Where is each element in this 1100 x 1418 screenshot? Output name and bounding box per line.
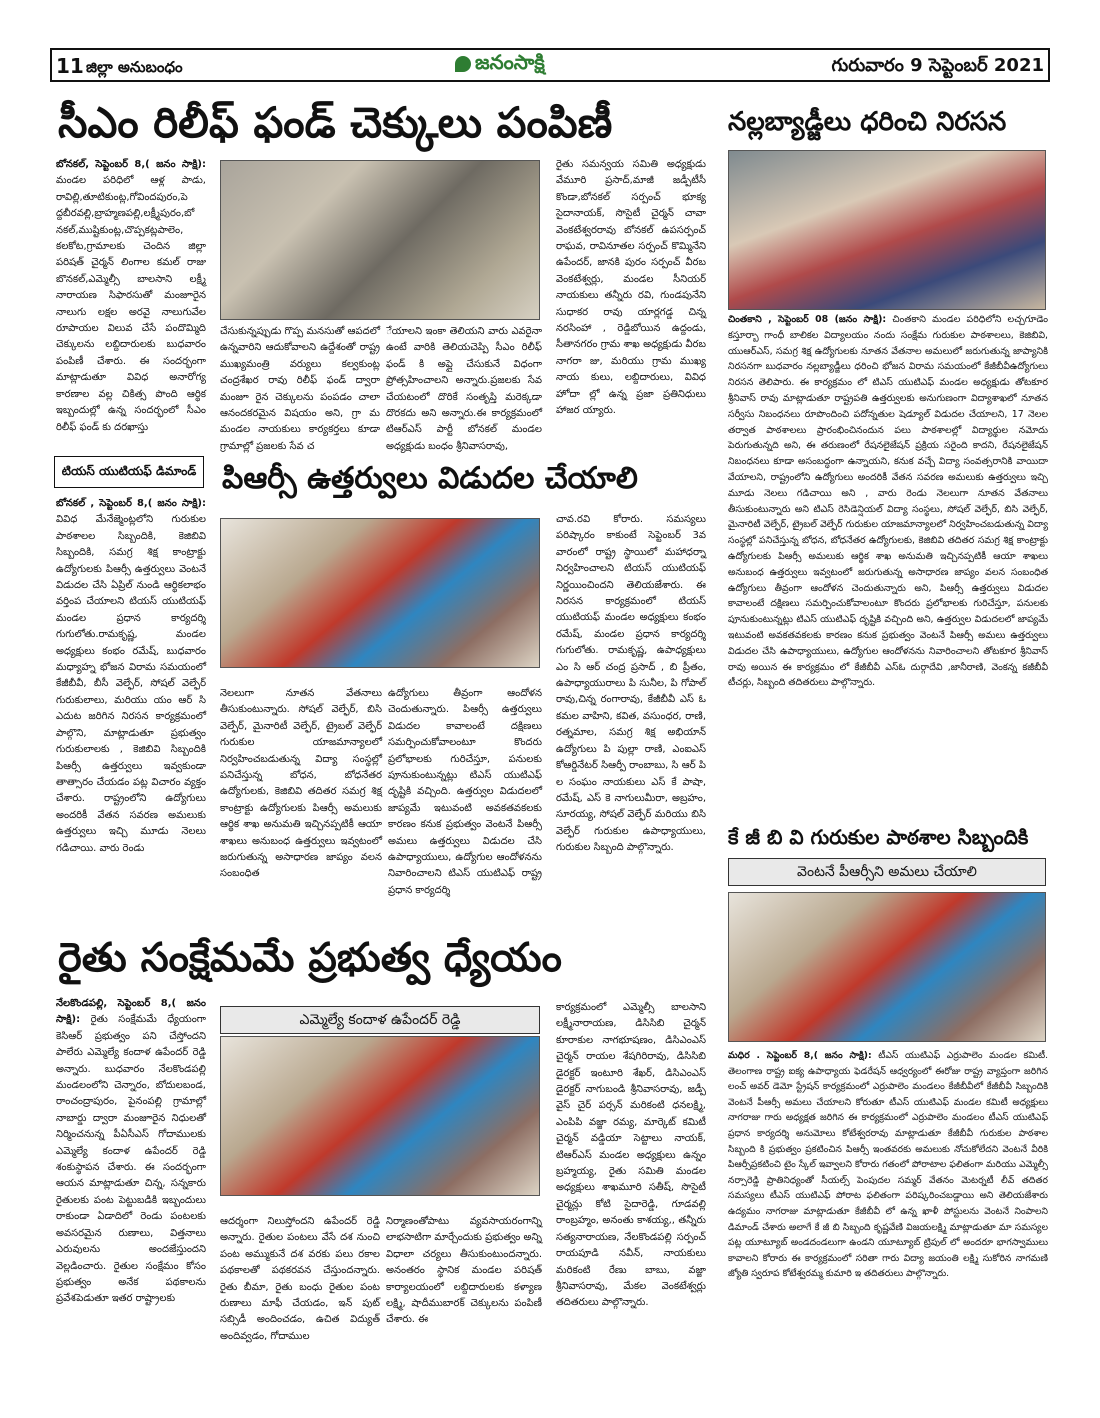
cm-relief-col-4: రైతు సమన్వయ సమితి అధ్యక్షుడు వేమూరి ప్రసాద్,మాజీ జడ్పీటీసీ కొండా,బోనకల్ సర్పంచ్ భూక్య సైదానాయక్, సొసైటీ చైర్మన్ చావా వెంకటేశ్వరరావు బోనకల్ ఉపసర్పంచ్ రాఘవ, రావినూతల సర్పంచ్ కొమ్మినేని ఉపేందర్, జానకి పురం సర్పంచ్ వీరబ వెంకటేశ్వర్లు, మండల సీనియర్ నాయకులు తన్నీరు రవి, గుండపునేని సుధాకర రావు యార్లగడ్డ చిన్న నరసింహా , రెడ్డిబోయిన ఉద్దండు, సీతానగరం గ్రామ శాఖ అధ్యక్షుడు వీరబ నాగరా జు, మరియు గ్రామ ముఖ్య నాయ కులు, లబ్దిదారులు, వివిధ హోదా ల్లో ఉన్న ప్రజా ప్రతినిధులు హాజర య్యారు.: [556, 159, 706, 417]
dateline: మధిర . సెప్టెంబర్ 8,( జనం సాక్షి):: [728, 1050, 872, 1061]
farmer-col-2: ఆదర్శంగా నిలుస్తోందని ఉపేందర్ రెడ్డి అన్నారు. రైతుల పంటలు వేసే దశ నుంచి పంట అమ్ముకునే దశ వరకు పలు రకాల పథకాలతో పథకరవన చేస్తుందన్నారు. రైతు బీమా, రైతు బంధు రైతుల పంట రుణాలు మాఫీ చేయడం, ఇన్ పుట్ సబ్సిడీ అందించడం, ఉచిత విద్యుత్ అందివ్వడం, గోదాముల: [220, 1216, 380, 1342]
issue-date: గురువారం 9 సెప్టెంబర్ 2021: [831, 55, 1044, 76]
article-text: మండల పరిధిలో ఆళ్ల పాడు, రావిల్లి,తూటికుంట్ల,గోవిందపురం,పె ద్దబీరవల్లి,బ్రాహ్మణపల్లి,లక్ష్మీపురం,బో నకల్,ముష్టికుంట్ల,చొప్పకట్లపాలెం, కలకోట,గ్రామాలకు చెందిన జిల్లా పరిషత్ చైర్మన్ లింగాల కమల్ రాజు బొనకల్,ఎమ్మెల్సీ బాలసాని లక్ష్మీ నారాయణ సిఫారసుతో మంజూరైన నాలుగు లక్షల అరవై నాలుగువేల రూపాయల విలువ చేసే పందొమ్మిది చెక్కులను లబ్దిదారులకు బుధవారం పంపిణీ చేశారు. ఈ సందర్భంగా మాట్లాడుతూ వివిధ అనారోగ్య కారణాల వల్ల చికిత్స పొంది ఆర్థిక ఇబ్బందుల్లో ఉన్న సందర్భంలో సీఎం రిలీఫ్ ఫండ్ కు దరఖాస్తు: [56, 175, 206, 433]
page-number: 11: [56, 54, 84, 78]
cm-relief-col-3: ేయాలని ఇంకా తెలియని వారు ఎవరైనా ఉంటే వారికి తెలియచెప్పి సీఎం రిలీఫ్ ఫండ్ కి అప్లై చేసుకునే విధంగా ప్రోత్సహించాలని అన్నారు.ప్రజలకు సేవ చేయటంలో దొరికే సంతృప్తి మరెక్కడా దొరకదు అని అన్నారు.ఈ కార్యక్రమంలో టిఆర్ఎస్ పార్టీ బోనకల్ మండల అధ్యక్షుడు బంధం శ్రీనివాసరావు,: [386, 326, 542, 452]
dateline: చింతకాని , సెప్టెంబర్ 08 (జనం సాక్షి):: [728, 314, 887, 325]
dateline: బోనకల్, సెప్టెంబర్ 8,( జనం సాక్షి):: [56, 159, 206, 170]
kgbv-subhead: వెంటనే పీఆర్సీని అమలు చేయాలి: [728, 858, 1046, 886]
article-text: వివిధ మేనేజ్మెంట్లలోని గురుకుల పాఠశాలల సిబ్బందికి, కెజిబివి సిబ్బందికి, సమగ్ర శిక్ష కాంట్రాక్టు ఉద్యోగులకు పిఆర్సీ ఉత్తర్వులు వెంటనే విడుదల చేసి ఏప్రిల్ నుండి ఆర్థికలాభం వర్తింప చేయాలని టియస్ యుటియఫ్ మండల ప్రధాన కార్యదర్శి గుగులోతు.రామకృష్ణ, మండల అధ్యక్షులు కంభం రమేష్, బుధవారం మధ్యాహ్న భోజన విరామ సమయంలో కేజీబీవీ, బీసీ వెల్ఫేర్, సోషల్ వెల్ఫేర్ గురుకులాలు, మరియు యం ఆర్ సి ఎదుట జరిగిన నిరసన కార్యక్రమంలో పాల్గొని, మాట్లాడుతూ ప్రభుత్వం గురుకులాలకు , కెజిబివి సిబ్బందికి పిఆర్సీ ఉత్తర్వులు ఇవ్వకుండా తాత్సారం చేయడం పట్ల విచారం వ్యక్తం చేశారు. రాష్ట్రంలోని ఉద్యోగులు అందరికీ వేతన సవరణ అమలుకు ఉత్తర్వులు ఇచ్చి మూడు నెలలు గడిచాయి. వారు రెండు: [56, 514, 206, 854]
article-text: చింతకాని మండల పరిధిలోని లచ్చగూడెం కస్తూర్బా గాంధీ బాలికల విద్యాలయం నందు సంక్షేమ గురుకుల పాఠశాలలు, కెజిబివి, యుఆర్ఎస్, సమగ్ర శిక్ష ఉద్యోగులకు నూతన వేతనాల అమలులో జరుగుతున్న జాప్యానికి నిరసనగా బుధవారం నల్లబ్యాడ్జీలు ధరించి భోజన విరామ సమయంలో కేజీబీవీఉద్యోగులు నిరసన తెలిపారు. ఈ కార్యక్రమం లో టిఎస్ యుటిఎఫ్ మండల అధ్యక్షుడు తోటకూర శ్రీనివాస్ రావు మాట్లాడుతూ రాష్ట్రపతి ఉత్తర్వులకు అనుగుణంగా విద్యాశాఖలో నూతన సర్వీసు నిబంధనలు రూపొందించి పదోన్నతుల షెడ్యూల్ విడుదల చేయాలని, 17 నెలల తర్వాత పాఠశాలలు ప్రారంభించినందున పలు పాఠశాలల్లో విద్యార్థుల నమోదు పెరుగుతున్నది అని, ఈ తరుణంలో రేషనలైజేషన్ ప్రక్రియ సరైంది కాదని, రేషనలైజేషన్ నిబంధనలు కూడా అసంబద్ధంగా ఉన్నాయని, కనుక వచ్చే విద్యా సంవత్సరానికి వాయిదా వేయాలని, రాష్ట్రంలోని ఉద్యోగులు అందరికీ వేతన సవరణ అమలుకు ఉత్తర్వులు ఇచ్చి మూడు నెలలు గడిచాయి అని , వారు రెండు నెలలుగా నూతన వేతనాలు తీసుకుంటున్నారు అని టిఎస్ రెసిడెన్షియల్ విద్యా సంస్థలు, సోషల్ వెల్ఫేర్, బిసి వెల్ఫేర్, మైనారిటీ వెల్ఫేర్, ట్రైబల్ వెల్ఫేర్ గురుకుల యాజమాన్యాలలో నిర్వహించబడుతున్న విద్యా సంస్థల్లో పనిచేస్తున్న బోధన, బోధనేతర ఉద్యోగులకు, కెజిబివి తదితర సమగ్ర శిక్ష కాంట్రాక్టు ఉద్యోగులకు పిఆర్సీ అమలుకు ఆర్థిక శాఖ అనుమతి ఇచ్చినప్పటికీ ఆయా శాఖలు అనుబంధ ఉత్తర్వులు ఇవ్వటంలో జరుగుతున్న అసాధారణ జాప్యం వలన సంబంధిత ఉద్యోగులు తీవ్రంగా ఆందోళన చెందుతున్నారు అని, పిఆర్సీ ఉత్తర్వులు విడుదల కావాలంటే దక్షిణలు సమర్పించుకోవాలంటూ కొందరు ప్రలోభాలకు గురిచేస్తూ, పనులకు పూనుకుంటున్నట్లు టిఎస్ యుటిఎఫ్ దృష్టికి వచ్చింది అని, ఉత్తర్వుల విడుదలలో జాప్యమే ఇటువంటి అవకతవకలకు కారణం కనుక ప్రభుత్వం వెంటనే పిఆర్సీ అమలు ఉత్తర్వులు విడుదల చేసి ఉపాధ్యాయులు, ఉద్యోగుల ఆందోళనను నివారించాలని తోటకూర శ్రీనివాస్ రావు అయిన ఈ కార్యక్రమం లో కేజీబీవీ ఎస్ఓ దుర్గాదేవి ,జానీరాణి, వెంకన్న కజీబీవీ టీచర్లు, సిబ్బంది తదితరులు పాల్గొన్నారు.: [728, 314, 1049, 689]
article-text: టీఎస్ యుటిఎఫ్ ఎర్రుపాలెం మండల కమిటీ. తెలంగాణ రాష్ట్ర ఐక్య ఉపాధ్యాయ ఫెడరేషన్ ఆధ్వర్యంలో ఈరోజు రాష్ట్ర వ్యాప్తంగా జరిగిన లంచ్ అవర్ డెమో స్ట్రేషన్ కార్యక్రమంలో ఎర్రుపాలెం మండలం కేజీబీవీలో కేజీబీవీ సిబ్బందికి వెంటనే పీఆర్సీ అమలు చేయాలని కోరుతూ టీఎస్ యుటిఎఫ్ మండల కమిటీ అధ్యక్షులు నాగరాజు గారు అధ్యక్షత జరిగిన ఈ కార్యక్రమంలో ఎర్రుపాలెం మండలం టీఎస్ యుటిఎఫ్ ప్రధాన కార్యదర్శి అనుమోలు కోటేశ్వరరావు మాట్లాడుతూ కేజీబీవీ గురుకుల పాఠశాల సిబ్బంది కి ప్రభుత్వం ప్రకటించిన పిఆర్సీ ఇంతవరకు అమలుకు నోచుకోలేదని వెంటనే వీరికి పిఆర్సీప్రకటించి టైం స్కేల్ ఇవ్వాలని కోరారు గతంలో పోరాటాల ఫలితంగా మరియు ఎమ్మెల్సీ నర్సారెడ్డి ప్రాతినిధ్యంతో సీయల్స్ పెంపుదల సమ్మర్ వేతనం మెటర్నటీ లీవ్ తదితర సమస్యలు టీఎస్ యుటిఎఫ్ పోరాట ఫలితంగా పరిష్కరించబడ్డాయి అని తెలియజేశారు ఉద్యమం నాగరాజు మాట్లాడుతూ కేజీబీవీ లో ఉన్న ఖాళీ పోస్టులను వెంటనే నింపాలని డిమాండ్ చేశారు అలాగే కే జీ బి సిబ్బంది కృష్ణవేణి విజయలక్ష్మి మాట్లాడుతూ మా సమస్యల పట్ల యూట్యూబ్ అండదండలుగా ఉండని యూట్యూబ్ ట్రిపుల్ లో అందరూ భాగస్వాములు కావాలని కోరారు ఈ కార్యక్రమంలో సరితా గారు విద్యా జయంతి లక్ష్మి సుకోరిన నాగమణి జ్యోతి స్వరూప కోటేశ్వరమ్మ కుమారి ఇ తదితరులు పాల్గొన్నారు.: [728, 1050, 1049, 1280]
prc-tag-box: టియస్ యుటియఫ్ డిమాండ్: [54, 456, 204, 488]
headline-farmer-welfare: రైతు సంక్షేమమే ప్రభుత్వ ధ్యేయం: [58, 935, 562, 981]
prc-col-4: చావ.రవి కోరారు. సమస్యలు పరిష్కారం కాకుంటే సెప్టెంబర్ 3వ వారంలో రాష్ట్ర స్థాయిలో మహాధర్నా నిర్వహించాలని టియస్ యుటియఫ్ నిర్ణయించిందని తెలియజేశారు. ఈ నిరసన కార్యక్రమంలో టియస్ యుటియఫ్ మండల అధ్యక్షులు కంభం రమేష్, మండల ప్రధాన కార్యదర్శి గుగులోతు. రామకృష్ణ, ఉపాధ్యక్షులు ఎం సి ఆర్ చంద్ర ప్రసాద్ , బి ప్రీతం, ఉపాధ్యాయురాలు పి సునీల, పి గోపాల్ రావు,చిన్న రంగారావు, కేజీబీవీ ఎస్ ఓ కమల వాహిని, కవిత, వసుంధర, రాణి, రత్నమాల, సమగ్ర శిక్ష అభియాన్ ఉద్యోగులు పి పుల్లా రాణి, ఎంఐఎస్ కోఆర్డినేటర్ సిఆర్పీ రాంబాబు, సి ఆర్ పి ల సంఘం నాయకులు ఎస్ కే పాషా, రమేష్, ఎస్ కె నాగులుమీరా, అబ్రహం, సూరయ్య, సోషల్ వెల్ఫేర్ మరియు బిసి వెల్ఫేర్ గురుకుల ఉపాధ్యాయులు, గురుకుల సిబ్బంది పాల్గొన్నారు.: [556, 514, 706, 854]
dateline: బోనకల్ , సెప్టెంబర్ 8,( జనం సాక్షి):: [56, 498, 206, 509]
farmer-col-4: కార్యక్రమంలో ఎమ్మెల్సీ బాలసాని లక్ష్మీనారాయణ, డిసిసిబి చైర్మన్ కూరాకుల నాగభూషణం, డిసిఎంఎస్ చైర్మన్ రాయల శేషగిరిరావు, డిసిసిబి డైరక్టర్ ఇంటూరి శేఖర్, డిసిఎంఎస్ డైరక్టర్ నాగుబండి శ్రీనివాసరావు, జడ్పీ వైస్ చైర్ పర్సన్ మరికంటి ధనలక్ష్మి, ఎంపిపి వజ్జా రమ్య, మార్కెట్ కమిటీ చైర్మన్ వడ్డియా సెట్టాలు నాయక్, టిఆర్ఎస్ మండల అధ్యక్షులు ఉన్నం బ్రహ్మయ్య, రైతు సమితి మండల అధ్యక్షులు శాఖమూరి సతీష్, సొసైటీ చైర్మన్లు కోటి సైదారెడ్డి, గూడవల్లి రాంబ్రహ్మం, అనంతు కాశయ్య,, తన్నీరు సత్యనారాయణ, నేలకొండపల్లి సర్పంచ్ రాయపూడి నవీన్, నాయకులు మరికంటి రేణు బాబు, వజ్జా శ్రీనివాసరావు, మేకల వెంకటేశ్వర్లు తదితరులు పాల్గొన్నారు.: [556, 1002, 706, 1309]
leaf-icon: [455, 56, 471, 72]
headline-prc: పిఆర్సీ ఉత్తర్వులు విడుదల చేయాలి: [222, 461, 638, 496]
prc-col-2: నెలలుగా నూతన వేతనాలు తీసుకుంటున్నారు. సోషల్ వెల్ఫేర్, బిసి వెల్ఫేర్, మైనారిటీ వెల్ఫేర్, ట్రైబల్ వెల్ఫేర్ గురుకుల యాజమాన్యాలలో నిర్వహించబడుతున్న విద్యా సంస్థల్లో పనిచేస్తున్న బోధన, బోధనేతర ఉద్యోగులకు, కెజిబివి తదితర సమగ్ర శిక్ష కాంట్రాక్టు ఉద్యోగులకు పిఆర్సీ అమలుకు ఆర్థిక శాఖ అనుమతి ఇచ్చినప్పటికీ ఆయా శాఖలు అనుబంధ ఉత్తర్వులు ఇవ్వటంలో జరుగుతున్న అసాధారణ జాప్యం వలన సంబంధిత: [220, 688, 382, 880]
nalla-badges-body: [728, 312, 1048, 818]
article-text: రైతు సంక్షేమమే ధ్యేయంగా కెసిఆర్ ప్రభుత్వం పని చేస్తోందని పాలేరు ఎమ్మెల్యే కందాళ ఉపేందర్ రెడ్డి అన్నారు. బుధవారం నేలకొండపల్లి మండలంలోని చెన్నారం, బోదులబండ, రాంచంద్రాపురం, పైనంపల్లి గ్రామాల్లో నాబార్డు ద్వారా మంజూరైన నిధులతో నిర్మించనున్న పీఏసీఎస్ గోదాములకు ఎమ్మెల్యే కందాళ ఉపేందర్ రెడ్డి శంకుస్థాపన చేశారు. ఈ సందర్భంగా ఆయన మాట్లాడుతూ చిన్న, సన్నకారు రైతులకు పంట పెట్టుబడికి ఇబ్బందులు రాకుండా ఏడాదిలో రెండు పంటలకు అవసరమైన రుణాలు, విత్తనాలు ఎరువులను అందజేస్తుందని వెల్లడించారు. రైతుల సంక్షేమం కోసం ప్రభుత్వం అనేక పథకాలను ప్రవేశపెడుతూ ఇతర రాష్ట్రాలకు: [56, 1014, 206, 1305]
dateline: నేలకొండపల్లి, సెప్టెంబర్ 8,( జనం సాక్షి):: [56, 998, 206, 1026]
section-title: జిల్లా అనుబంధం: [86, 58, 183, 76]
logo-text: జనంసాక్షి: [475, 50, 545, 74]
cm-relief-col-2: చేసుకున్నప్పుడు గొప్ప మనసుతో ఆపదలో ఉన్నవారిని ఆదుకోవాలని ఉద్దేశంతో రాష్ట్ర ముఖ్యమంత్రి వర్యులు కల్వకుంట్ల చంద్రశేఖర రావు రిలీఫ్ ఫండ్ ద్వారా మంజూ రైన చెక్కులను పంపడం చాలా ఆనందకరమైన విషయం అని, గ్రా మ మండల నాయకులు కార్యకర్తలు కూడా గ్రామాల్లో ప్రజలకు సేవ చ: [220, 326, 380, 452]
kgbv-body: [728, 1048, 1048, 1394]
farmer-photo: [220, 1036, 540, 1196]
prc-col-1: [56, 496, 206, 914]
newspaper-logo: [455, 50, 545, 79]
headline-kgbv: కే జీ బి వి గురుకుల పాఠశాల సిబ్బందికి: [728, 825, 1029, 849]
prc-col-3: ఉద్యోగులు తీవ్రంగా ఆందోళన చెందుతున్నారు. పిఆర్సీ ఉత్తర్వులు విడుదల కావాలంటే దక్షిణలు సమర్పించుకోవాలంటూ కొందరు ప్రలోభాలకు గురిచేస్తూ, పనులకు పూనుకుంటున్నట్లు టిఎస్ యుటిఎఫ్ దృష్టికి వచ్చింది. ఉత్తర్వుల విడుదలలో జాప్యమే ఇటువంటి అవకతవకలకు కారణం కనుక ప్రభుత్వం వెంటనే పిఆర్సీ అమలు ఉత్తర్వులు విడుదల చేసి ఉపాధ్యాయులు, ఉద్యోగుల ఆందోళనను నివారించాలని టిఎస్ యుటిఎఫ్ రాష్ట్ర ప్రధాన కార్యదర్శి: [388, 688, 542, 896]
cm-relief-photo: [220, 160, 540, 320]
headline-nalla-badges: నల్లబ్యాడ్జీలు ధరించి నిరసన: [728, 107, 1007, 137]
farmer-col-1: [56, 996, 206, 1394]
nalla-badges-photo: [728, 150, 1046, 310]
headline-cm-relief: సీఎం రిలీఫ్ ఫండ్ చెక్కులు పంపిణీ: [58, 98, 613, 147]
prc-photo: [220, 518, 540, 668]
kgbv-photo: [728, 892, 1046, 1042]
farmer-photo-caption: ఎమ్మెల్యే కందాళ ఉపేందర్ రెడ్డి: [220, 1006, 540, 1034]
farmer-col-3: నిర్మాణంతోపాటు వ్యవసాయరంగాన్ని లాభసాటిగా మార్చేందుకు ప్రభుత్వం అన్ని విధాలా చర్యలు తీసుకుంటుందన్నారు. అనంతరం స్థానిక మండల పరిషత్ కార్యాలయంలో లబ్దిదారులకు కళ్యాణ లక్ష్మి, షాదీముబారక్ చెక్కులను పంపిణీ చేశారు. ఈ: [386, 1216, 542, 1326]
cm-relief-col-1: [56, 157, 206, 447]
